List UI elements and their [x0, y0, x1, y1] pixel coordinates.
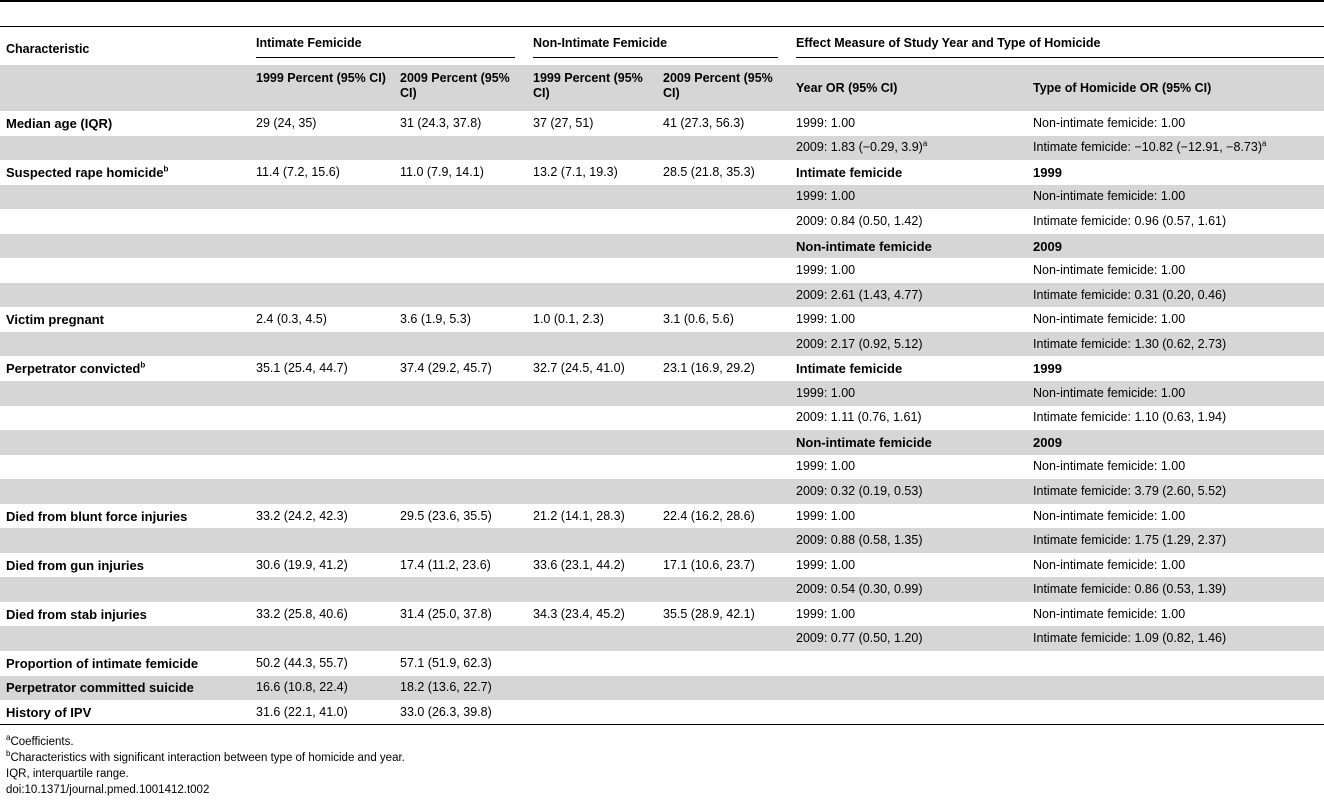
cell-nif-1999 — [527, 479, 657, 504]
cell-year-or — [790, 676, 1027, 701]
cell-nif-1999 — [527, 626, 657, 651]
cell-if-2009: 29.5 (23.6, 35.5) — [400, 508, 492, 523]
cell-year-or: Intimate femicide — [796, 361, 903, 377]
cell-type-or: Non-intimate femicide: 1.00 — [1033, 115, 1186, 130]
cell-if-2009: 33.0 (26.3, 39.8) — [400, 704, 492, 719]
cell-year-or: Non-intimate femicide — [796, 238, 932, 254]
cell-if-2009 — [394, 455, 527, 480]
cell-year-or — [790, 651, 1027, 676]
table-top-rule — [0, 0, 1324, 2]
table-row — [0, 700, 1324, 725]
table-row — [0, 209, 1324, 234]
cell-if-2009: 31 (24.3, 37.8) — [400, 115, 482, 130]
cell-nif-1999 — [527, 455, 657, 480]
cell-nif-2009 — [657, 528, 790, 553]
cell-nif-2009: 28.5 (21.8, 35.3) — [663, 164, 755, 179]
cell-characteristic: Median age (IQR) — [6, 115, 113, 131]
cell-characteristic — [0, 577, 250, 602]
cell-nif-1999: 37 (27, 51) — [533, 115, 594, 130]
cell-year-or: 2009: 0.54 (0.30, 0.99) — [796, 582, 923, 597]
cell-if-2009: 57.1 (51.9, 62.3) — [400, 655, 492, 670]
cell-type-or: 1999 — [1033, 361, 1062, 377]
cell-year-or: 2009: 2.61 (1.43, 4.77) — [796, 287, 923, 302]
cell-nif-1999 — [527, 381, 657, 406]
cell-nif-2009: 22.4 (16.2, 28.6) — [663, 508, 755, 523]
cell-nif-1999 — [527, 700, 657, 725]
table-row — [0, 234, 1324, 259]
cell-year-or: Non-intimate femicide — [796, 434, 932, 450]
cell-characteristic — [0, 136, 250, 161]
cell-characteristic: Victim pregnant — [6, 312, 105, 328]
cell-if-2009 — [394, 577, 527, 602]
cell-type-or: Non-intimate femicide: 1.00 — [1033, 459, 1186, 474]
cell-if-1999 — [250, 283, 394, 308]
cell-characteristic — [0, 234, 250, 259]
cell-if-1999: 33.2 (25.8, 40.6) — [256, 606, 348, 621]
table-row — [0, 332, 1324, 357]
cell-nif-2009 — [657, 185, 790, 210]
cell-nif-1999: 13.2 (7.1, 19.3) — [533, 164, 618, 179]
cell-type-or: Non-intimate femicide: 1.00 — [1033, 189, 1186, 204]
cell-nif-1999: 33.6 (23.1, 44.2) — [533, 557, 625, 572]
cell-characteristic: Died from blunt force injuries — [6, 508, 188, 524]
cell-type-or: Non-intimate femicide: 1.00 — [1033, 557, 1186, 572]
cell-if-2009: 3.6 (1.9, 5.3) — [400, 312, 471, 327]
cell-characteristic — [0, 185, 250, 210]
col-if-1999: 1999 Percent (95% CI) — [256, 71, 386, 85]
cell-if-2009: 37.4 (29.2, 45.7) — [400, 361, 492, 376]
cell-characteristic — [0, 381, 250, 406]
cell-type-or: Intimate femicide: 1.10 (0.63, 1.94) — [1033, 410, 1227, 425]
cell-year-or: 1999: 1.00 — [796, 312, 856, 327]
cell-if-1999 — [250, 258, 394, 283]
cell-year-or: 2009: 2.17 (0.92, 5.12) — [796, 336, 923, 351]
cell-nif-1999: 34.3 (23.4, 45.2) — [533, 606, 625, 621]
cell-nif-1999 — [527, 676, 657, 701]
cell-type-or — [1027, 700, 1324, 725]
table-row — [0, 577, 1324, 602]
cell-nif-1999 — [527, 430, 657, 455]
cell-if-2009 — [394, 479, 527, 504]
col-nif-2009: 2009 Percent (95% CI) — [663, 71, 773, 100]
cell-if-1999: 2.4 (0.3, 4.5) — [256, 312, 327, 327]
cell-characteristic: Suspected rape homicide$^b$ — [6, 164, 169, 180]
cell-type-or: Non-intimate femicide: 1.00 — [1033, 508, 1186, 523]
cell-nif-1999 — [527, 406, 657, 431]
footnote-a: $^a$Coefficients. — [6, 733, 74, 748]
cell-nif-2009 — [657, 136, 790, 161]
cell-year-or: 2009: 1.11 (0.76, 1.61) — [796, 410, 922, 425]
cell-year-or: 1999: 1.00 — [796, 508, 856, 523]
table-row — [0, 258, 1324, 283]
cell-nif-2009 — [657, 676, 790, 701]
cell-nif-1999 — [527, 577, 657, 602]
cell-year-or: 2009: 0.32 (0.19, 0.53) — [796, 483, 923, 498]
table-row — [0, 283, 1324, 308]
cell-if-1999: 50.2 (44.3, 55.7) — [256, 655, 348, 670]
cell-characteristic: History of IPV — [6, 704, 92, 720]
cell-year-or: 2009: 0.77 (0.50, 1.20) — [796, 631, 923, 646]
cell-if-2009 — [394, 136, 527, 161]
cell-year-or: 2009: 0.84 (0.50, 1.42) — [796, 213, 923, 228]
cell-nif-1999 — [527, 283, 657, 308]
cell-nif-1999 — [527, 651, 657, 676]
cell-nif-1999 — [527, 185, 657, 210]
table-row — [0, 136, 1324, 161]
cell-characteristic: Perpetrator committed suicide — [6, 680, 194, 696]
cell-nif-2009 — [657, 209, 790, 234]
table-row — [0, 626, 1324, 651]
col-characteristic: Characteristic — [6, 41, 90, 56]
cell-nif-1999 — [527, 234, 657, 259]
table-row — [0, 504, 1324, 529]
table-row — [0, 553, 1324, 578]
table-row — [0, 307, 1324, 332]
cell-nif-1999 — [527, 528, 657, 553]
cell-nif-1999: 32.7 (24.5, 41.0) — [533, 361, 625, 376]
cell-year-or: 1999: 1.00 — [796, 263, 856, 278]
cell-if-1999 — [250, 332, 394, 357]
cell-type-or: Non-intimate femicide: 1.00 — [1033, 385, 1186, 400]
table-row — [0, 381, 1324, 406]
cell-nif-1999 — [527, 332, 657, 357]
table-row — [0, 676, 1324, 701]
cell-characteristic — [0, 626, 250, 651]
cell-type-or: Intimate femicide: 0.31 (0.20, 0.46) — [1033, 287, 1227, 302]
cell-nif-2009 — [657, 455, 790, 480]
table-row — [0, 356, 1324, 381]
cell-nif-2009 — [657, 651, 790, 676]
cell-year-or: 1999: 1.00 — [796, 115, 856, 130]
cell-type-or: Non-intimate femicide: 1.00 — [1033, 606, 1186, 621]
cell-characteristic — [0, 332, 250, 357]
cell-nif-2009: 35.5 (28.9, 42.1) — [663, 606, 755, 621]
cell-characteristic — [0, 430, 250, 455]
cell-type-or: Intimate femicide: 1.75 (1.29, 2.37) — [1033, 533, 1227, 548]
footnote-doi: doi:10.1371/journal.pmed.1001412.t002 — [6, 784, 210, 796]
cell-if-2009: 18.2 (13.6, 22.7) — [400, 680, 492, 695]
table-row — [0, 651, 1324, 676]
cell-if-1999: 29 (24, 35) — [256, 115, 317, 130]
table-body — [0, 111, 1324, 725]
cell-type-or: 1999 — [1033, 164, 1062, 180]
footnotes — [6, 734, 405, 798]
table-row — [0, 528, 1324, 553]
cell-if-1999 — [250, 577, 394, 602]
cell-nif-1999: 1.0 (0.1, 2.3) — [533, 312, 604, 327]
table-row — [0, 602, 1324, 627]
col-year-or: Year OR (95% CI) — [796, 80, 898, 95]
cell-characteristic — [0, 406, 250, 431]
table-row — [0, 455, 1324, 480]
cell-year-or: 2009: 0.88 (0.58, 1.35) — [796, 533, 923, 548]
cell-type-or: Intimate femicide: 1.09 (0.82, 1.46) — [1033, 631, 1227, 646]
cell-nif-2009: 23.1 (16.9, 29.2) — [663, 361, 755, 376]
cell-if-1999 — [250, 528, 394, 553]
cell-characteristic — [0, 528, 250, 553]
table-row — [0, 111, 1324, 136]
cell-if-1999: 11.4 (7.2, 15.6) — [256, 164, 340, 179]
cell-characteristic — [0, 209, 250, 234]
header-empty — [0, 65, 250, 111]
cell-if-1999 — [250, 430, 394, 455]
cell-type-or: Intimate femicide: 3.79 (2.60, 5.52) — [1033, 483, 1227, 498]
cell-if-2009: 17.4 (11.2, 23.6) — [400, 557, 491, 572]
cell-if-2009: 11.0 (7.9, 14.1) — [400, 164, 484, 179]
cell-nif-2009 — [657, 700, 790, 725]
cell-if-2009: 31.4 (25.0, 37.8) — [400, 606, 492, 621]
col-if-2009: 2009 Percent (95% CI) — [400, 71, 510, 100]
col-nif-1999: 1999 Percent (95% CI) — [533, 71, 643, 100]
header-row-columns — [0, 65, 1324, 111]
cell-year-or: 1999: 1.00 — [796, 606, 856, 621]
col-type-or: Type of Homicide OR (95% CI) — [1033, 80, 1212, 95]
cell-characteristic — [0, 258, 250, 283]
cell-if-2009 — [394, 332, 527, 357]
femicide-table — [0, 26, 1324, 725]
cell-nif-1999 — [527, 136, 657, 161]
cell-nif-1999 — [527, 209, 657, 234]
cell-type-or: Intimate femicide: 0.86 (0.53, 1.39) — [1033, 582, 1227, 597]
cell-if-2009 — [394, 234, 527, 259]
cell-characteristic: Died from gun injuries — [6, 557, 144, 573]
group-intimate-femicide: Intimate Femicide — [250, 27, 527, 66]
cell-nif-2009: 41 (27.3, 56.3) — [663, 115, 745, 130]
cell-nif-2009 — [657, 430, 790, 455]
footnote-b: $^b$Characteristics with significant interaction between type of homicide and year. — [6, 749, 405, 764]
cell-characteristic — [0, 479, 250, 504]
cell-if-1999: 35.1 (25.4, 44.7) — [256, 361, 348, 376]
cell-year-or: 1999: 1.00 — [796, 459, 856, 474]
cell-characteristic — [0, 455, 250, 480]
cell-year-or: 1999: 1.00 — [796, 557, 856, 572]
cell-year-or — [790, 700, 1027, 725]
cell-nif-2009: 17.1 (10.6, 23.7) — [663, 557, 755, 572]
footnote-iqr: IQR, interquartile range. — [6, 768, 129, 780]
cell-nif-2009 — [657, 332, 790, 357]
cell-nif-1999: 21.2 (14.1, 28.3) — [533, 508, 625, 523]
cell-type-or: Intimate femicide: 0.96 (0.57, 1.61) — [1033, 213, 1227, 228]
cell-if-1999: 16.6 (10.8, 22.4) — [256, 680, 348, 695]
cell-if-1999: 30.6 (19.9, 41.2) — [256, 557, 348, 572]
group-nonintimate-femicide: Non-Intimate Femicide — [527, 27, 790, 66]
cell-type-or: 2009 — [1033, 238, 1062, 254]
table-row — [0, 160, 1324, 185]
cell-if-2009 — [394, 258, 527, 283]
cell-if-1999 — [250, 406, 394, 431]
cell-year-or: 1999: 1.00 — [796, 385, 856, 400]
cell-nif-2009 — [657, 234, 790, 259]
cell-nif-2009: 3.1 (0.6, 5.6) — [663, 312, 734, 327]
cell-if-1999 — [250, 626, 394, 651]
cell-characteristic: Proportion of intimate femicide — [6, 655, 199, 671]
cell-type-or: Intimate femicide: −10.82 (−12.91, −8.73)$^a$ — [1033, 139, 1267, 155]
cell-if-1999 — [250, 136, 394, 161]
cell-if-1999: 33.2 (24.2, 42.3) — [256, 508, 348, 523]
cell-if-1999 — [250, 234, 394, 259]
cell-if-2009 — [394, 406, 527, 431]
table-row — [0, 430, 1324, 455]
cell-if-1999 — [250, 479, 394, 504]
cell-if-1999 — [250, 185, 394, 210]
cell-if-2009 — [394, 626, 527, 651]
cell-nif-2009 — [657, 406, 790, 431]
cell-characteristic — [0, 283, 250, 308]
cell-if-1999 — [250, 381, 394, 406]
cell-type-or — [1027, 676, 1324, 701]
header-row-groups — [0, 27, 1324, 66]
cell-year-or: 2009: 1.83 (−0.29, 3.9)$^a$ — [796, 139, 928, 155]
cell-characteristic: Died from stab injuries — [6, 606, 147, 622]
cell-if-2009 — [394, 209, 527, 234]
cell-if-1999 — [250, 455, 394, 480]
cell-nif-2009 — [657, 258, 790, 283]
cell-if-2009 — [394, 430, 527, 455]
cell-type-or: Intimate femicide: 1.30 (0.62, 2.73) — [1033, 336, 1227, 351]
cell-if-2009 — [394, 283, 527, 308]
cell-nif-2009 — [657, 479, 790, 504]
cell-year-or: 1999: 1.00 — [796, 189, 856, 204]
cell-type-or — [1027, 651, 1324, 676]
cell-characteristic: Perpetrator convicted$^b$ — [6, 360, 146, 377]
cell-nif-2009 — [657, 577, 790, 602]
cell-nif-1999 — [527, 258, 657, 283]
cell-if-1999: 31.6 (22.1, 41.0) — [256, 704, 348, 719]
cell-nif-2009 — [657, 283, 790, 308]
cell-if-2009 — [394, 185, 527, 210]
cell-type-or: Non-intimate femicide: 1.00 — [1033, 263, 1186, 278]
table-row — [0, 185, 1324, 210]
cell-year-or: Intimate femicide — [796, 164, 903, 180]
table-row — [0, 406, 1324, 431]
cell-if-2009 — [394, 381, 527, 406]
cell-nif-2009 — [657, 626, 790, 651]
group-effect-measure: Effect Measure of Study Year and Type of Homicide — [790, 27, 1324, 66]
cell-type-or: 2009 — [1033, 434, 1062, 450]
cell-if-1999 — [250, 209, 394, 234]
table-row — [0, 479, 1324, 504]
cell-nif-2009 — [657, 381, 790, 406]
cell-type-or: Non-intimate femicide: 1.00 — [1033, 312, 1186, 327]
cell-if-2009 — [394, 528, 527, 553]
